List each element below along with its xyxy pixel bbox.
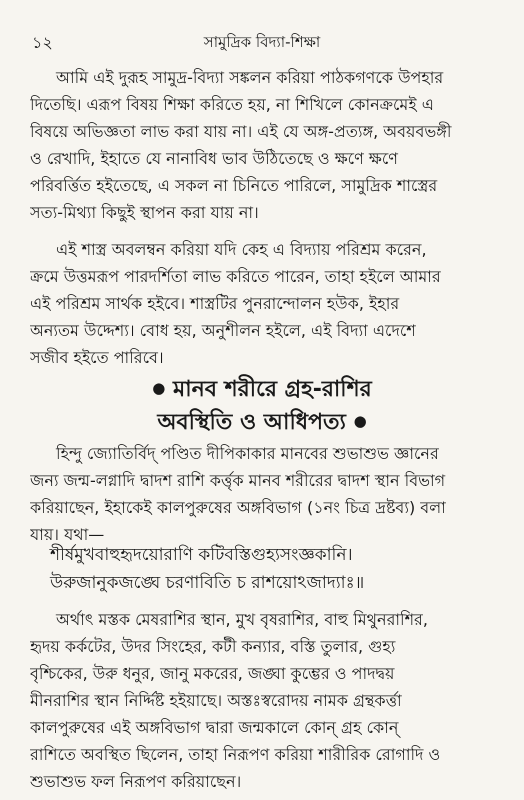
- text-line: হিন্দু জ্যোতির্বিদ্ পণ্ডিত দীপিকাকার মানবের শুভাশুভ জ্ঞানের: [56, 444, 439, 463]
- running-title: সামুদ্রিক বিদ্যা-শিক্ষা: [203, 33, 321, 51]
- section-heading-line-1: [0, 372, 524, 406]
- paragraph-1: [30, 64, 494, 226]
- text-line: হৃদয় কর্কটের, উদর সিংহের, কটী কন্যার, বস্তি তুলার, গুহ্য: [30, 637, 396, 656]
- text-line: অন্যতম উদ্দেশ্য। বোধ হয়, অনুশীলন হইলে, এই বিদ্যা এদেশে: [30, 321, 416, 340]
- text-line: ক্রমে উত্তমরূপ পারদর্শিতা লাভ করিতে পারেন, তাহা হইলে আমার: [30, 267, 441, 286]
- text-line: বৃশ্চিকের, উরু ধনুর, জানু মকরের, জঙ্ঘা কুম্ভের ও পাদদ্বয়: [30, 664, 395, 683]
- text-line: বিষয়ে অভিজ্ঞতা লাভ করা যায় না। এই যে অঙ্গ-প্রত্যঙ্গ, অবয়বভঙ্গী: [30, 122, 452, 141]
- text-line: যায়। যথা—: [30, 525, 105, 544]
- paragraph-3: [30, 440, 494, 548]
- page-header: [32, 30, 492, 52]
- bullet-icon: ●: [353, 412, 367, 430]
- text-line: সত্য-মিথ্যা কিছুই স্থাপন করা যায় না।: [30, 203, 259, 222]
- text-line: দিতেছি। এরূপ বিষয় শিক্ষা করিতে হয়, না শিখিলে কোনক্রমেই এ: [30, 95, 434, 114]
- page-number: ১২: [32, 33, 53, 52]
- sanskrit-verse-line-2: উরুজানুকজঙ্ঘে চরণাবিতি চ রাশয়োঽজাদ্যাঃ॥: [50, 573, 365, 593]
- paragraph-4: [30, 606, 494, 795]
- text-line: জন্য জন্ম-লগ্নাদি দ্বাদশ রাশি কর্ত্তৃক মানব শরীরের দ্বাদশ স্থান বিভাগ: [30, 471, 446, 490]
- section-heading-line-2: [0, 405, 524, 439]
- text-line: মীনরাশির স্থান নির্দ্দিষ্ট হইয়াছে। অস্তঃস্বরোদয় নামক গ্রন্থকর্ত্তা: [30, 691, 402, 710]
- text-line: কালপুরুষের এই অঙ্গবিভাগ দ্বারা জন্মকালে কোন্ গ্রহ কোন্: [30, 718, 399, 737]
- heading-text: অবস্থিতি ও আধিপত্য: [157, 410, 346, 435]
- text-line: শুভাশুভ ফল নিরূপণ করিয়াছেন।: [30, 772, 242, 791]
- text-line: পরিবর্ত্তিত হইতেছে, এ সকল না চিনিতে পারিলে, সামুদ্রিক শাস্ত্রের: [30, 176, 438, 195]
- text-line: এই পরিশ্রম সার্থক হইবে। শাস্ত্রটির পুনরান্দোলন হউক, ইহার: [30, 294, 400, 313]
- text-line: অর্থাৎ মস্তক মেষরাশির স্থান, মুখ বৃষরাশির, বাহু মিথুনরাশির,: [56, 610, 428, 629]
- heading-text: মানব শরীরে গ্রহ-রাশির: [173, 377, 372, 402]
- text-line: সজীব হইতে পারিবে।: [30, 348, 164, 367]
- sanskrit-verse-line-1: শীর্ষমুখবাহুহৃদয়োরাণি কটিবস্তিগুহ্যসংজ্ঞকানি।: [50, 545, 353, 565]
- text-line: রাশিতে অবস্থিত ছিলেন, তাহা নিরূপণ করিয়া শারীরিক রোগাদি ও: [30, 745, 441, 764]
- bullet-icon: ●: [152, 379, 166, 397]
- paragraph-2: [30, 236, 494, 371]
- text-line: এই শাস্ত্র অবলম্বন করিয়া যদি কেহ এ বিদ্যায় পরিশ্রম করেন,: [56, 240, 427, 259]
- text-line: আমি এই দুরূহ সামুদ্র-বিদ্যা সঙ্কলন করিয়া পাঠকগণকে উপহার: [56, 68, 444, 87]
- text-line: ও রেখাদি, ইহাতে যে নানাবিধ ভাব উঠিতেছে ও ক্ষণে ক্ষণে: [30, 149, 398, 168]
- text-line: করিয়াছেন, ইহাকেই কালপুরুষের অঙ্গবিভাগ (১নং চিত্র দ্রষ্টব্য) বলা: [30, 498, 446, 517]
